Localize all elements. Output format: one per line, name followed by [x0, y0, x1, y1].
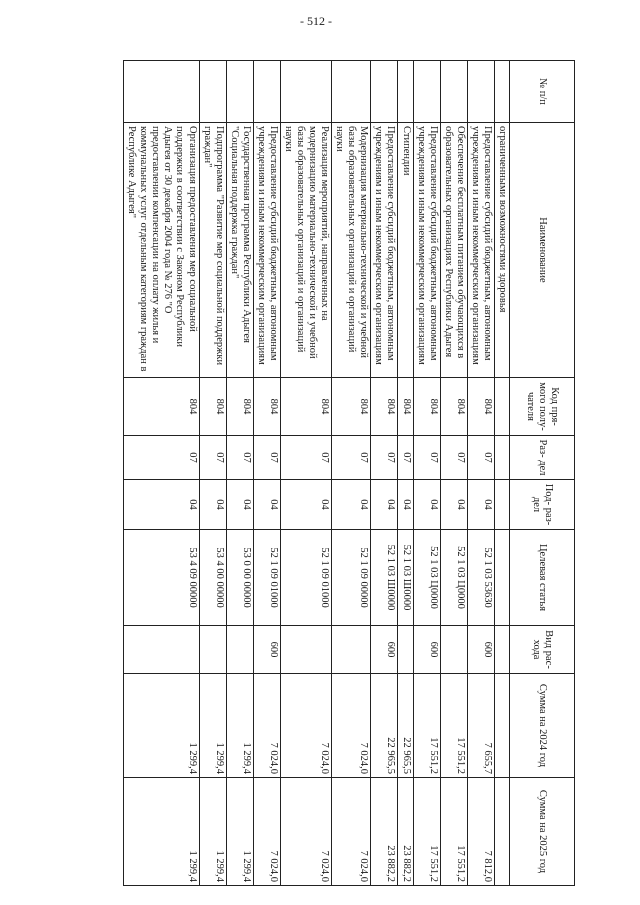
row-vr: 600: [253, 626, 280, 674]
row-sum-2025: 7 024,0: [253, 778, 280, 886]
row-code: 804: [124, 378, 199, 436]
row-podrazdel: 04: [199, 480, 226, 530]
row-sum-2025: 1 299,4: [199, 778, 226, 886]
row-razdel: 07: [398, 436, 413, 480]
header-podrazdel: Под- раз- дел: [510, 480, 575, 530]
row-sum-2025: 7 024,0: [332, 778, 371, 886]
row-sum-2024: 22 965,5: [398, 674, 413, 778]
table-row: [494, 61, 509, 886]
row-code: 804: [413, 378, 440, 436]
row-number: [467, 61, 494, 123]
row-podrazdel: 04: [226, 480, 253, 530]
row-name: Подпрограмма "Развитие мер социальной поддержки граждан": [199, 123, 226, 378]
row-razdel: 07: [413, 436, 440, 480]
row-podrazdel: 04: [467, 480, 494, 530]
row-vr: 600: [371, 626, 398, 674]
row-name: Стипендии: [398, 123, 413, 378]
row-razdel: 07: [440, 436, 467, 480]
row-number: [494, 61, 509, 123]
row-podrazdel: 04: [280, 480, 331, 530]
row-sum-2025: 23 882,2: [371, 778, 398, 886]
row-razdel: 07: [199, 436, 226, 480]
row-number: [413, 61, 440, 123]
header-code: Код пря- мого полу- чателя: [510, 378, 575, 436]
rotated-table-container: [60, 60, 575, 885]
row-csr: [494, 530, 509, 626]
row-sum-2024: 7 024,0: [332, 674, 371, 778]
row-vr: [440, 626, 467, 674]
row-razdel: 07: [371, 436, 398, 480]
row-podrazdel: 04: [413, 480, 440, 530]
row-razdel: 07: [253, 436, 280, 480]
table-body: [124, 61, 510, 886]
row-vr: [332, 626, 371, 674]
budget-table: [123, 60, 575, 886]
row-sum-2024: 7 024,0: [280, 674, 331, 778]
row-name: Предоставление субсидий бюджетным, автономным учреждениям и иным некоммерческим организациям: [467, 123, 494, 378]
table-row: [413, 61, 440, 886]
row-razdel: 07: [332, 436, 371, 480]
row-podrazdel: 04: [440, 480, 467, 530]
table-row: [440, 61, 467, 886]
row-csr: 52 1 03 Ш0000: [398, 530, 413, 626]
row-name: Государственная программа Республики Адыгея "Социальная поддержка граждан": [226, 123, 253, 378]
row-sum-2024: 7 655,7: [467, 674, 494, 778]
row-name: Предоставление субсидий бюджетным, автономным учреждениям и иным некоммерческим организациям: [253, 123, 280, 378]
row-sum-2025: 17 551,2: [440, 778, 467, 886]
table-row: [332, 61, 371, 886]
row-podrazdel: 04: [332, 480, 371, 530]
row-name: Организация предоставления мер социальной поддержки в соответствии с Законом Республики Адыгея от 30 декабря 2004 года № 276 "О предоставлении компенсации на оплату жилья и коммунальных услуг отдельным категориям граждан в Республике Адыгея": [124, 123, 199, 378]
row-name: Предоставление субсидий бюджетным, автономным учреждениям и иным некоммерческим организациям: [413, 123, 440, 378]
row-code: 804: [398, 378, 413, 436]
row-razdel: [494, 436, 509, 480]
row-podrazdel: 04: [371, 480, 398, 530]
row-number: [199, 61, 226, 123]
row-vr: [398, 626, 413, 674]
row-code: 804: [199, 378, 226, 436]
row-vr: 600: [413, 626, 440, 674]
row-number: [280, 61, 331, 123]
header-sum-2025: Сумма на 2025 год: [510, 778, 575, 886]
header-sum-2024: Сумма на 2024 год: [510, 674, 575, 778]
row-csr: 52 1 03 Ц0000: [440, 530, 467, 626]
table-row: [253, 61, 280, 886]
row-csr: 52 1 03 53630: [467, 530, 494, 626]
header-razdel: Раз- дел: [510, 436, 575, 480]
header-no: № п/п: [510, 61, 575, 123]
row-number: [253, 61, 280, 123]
table-row: [226, 61, 253, 886]
row-code: 804: [280, 378, 331, 436]
row-code: 804: [226, 378, 253, 436]
row-csr: 53 4 09 00000: [124, 530, 199, 626]
row-vr: [280, 626, 331, 674]
row-sum-2025: 1 299,4: [124, 778, 199, 886]
row-name: Предоставление субсидий бюджетным, автономным учреждениям и иным некоммерческим организациям: [371, 123, 398, 378]
row-sum-2024: 1 299,4: [226, 674, 253, 778]
table-row: [371, 61, 398, 886]
row-number: [332, 61, 371, 123]
row-vr: 600: [467, 626, 494, 674]
row-sum-2024: 1 299,4: [124, 674, 199, 778]
header-name: Наименование: [510, 123, 575, 378]
row-sum-2025: 17 551,2: [413, 778, 440, 886]
row-code: [494, 378, 509, 436]
row-number: [371, 61, 398, 123]
row-number: [226, 61, 253, 123]
row-razdel: 07: [280, 436, 331, 480]
row-code: 804: [332, 378, 371, 436]
row-csr: 52 1 03 Ш0000: [371, 530, 398, 626]
row-code: 804: [467, 378, 494, 436]
row-sum-2024: 22 965,5: [371, 674, 398, 778]
row-name: Реализация мероприятий, направленных на модернизацию материально-технической и учебной базы образовательных организаций и организаций науки: [280, 123, 331, 378]
row-vr: [199, 626, 226, 674]
row-name: Модернизация материально-технической и учебной базы образовательных организаций и организаций науки: [332, 123, 371, 378]
row-name: ограниченными возможностями здоровья: [494, 123, 509, 378]
row-number: [440, 61, 467, 123]
row-csr: 52 1 09 01000: [253, 530, 280, 626]
row-number: [124, 61, 199, 123]
row-csr: 52 1 09 01000: [280, 530, 331, 626]
row-code: 804: [440, 378, 467, 436]
table-row: [124, 61, 199, 886]
row-csr: 52 1 09 00000: [332, 530, 371, 626]
table-row: [280, 61, 331, 886]
row-code: 804: [371, 378, 398, 436]
row-vr: [226, 626, 253, 674]
row-vr: [124, 626, 199, 674]
row-sum-2024: 17 551,2: [440, 674, 467, 778]
row-sum-2025: 7 812,0: [467, 778, 494, 886]
row-sum-2024: 17 551,2: [413, 674, 440, 778]
row-vr: [494, 626, 509, 674]
row-csr: 52 1 03 Ц0000: [413, 530, 440, 626]
row-sum-2025: 7 024,0: [280, 778, 331, 886]
row-csr: 53 4 00 00000: [199, 530, 226, 626]
row-name: Обеспечение бесплатным питанием обучающихся в образовательных организациях Республики Адыгея: [440, 123, 467, 378]
row-podrazdel: 04: [253, 480, 280, 530]
row-sum-2024: 7 024,0: [253, 674, 280, 778]
table-row: [199, 61, 226, 886]
row-sum-2024: [494, 674, 509, 778]
row-sum-2024: 1 299,4: [199, 674, 226, 778]
row-csr: 53 0 00 00000: [226, 530, 253, 626]
row-sum-2025: 1 299,4: [226, 778, 253, 886]
row-razdel: 07: [467, 436, 494, 480]
row-sum-2025: 23 882,2: [398, 778, 413, 886]
row-podrazdel: 04: [124, 480, 199, 530]
row-code: 804: [253, 378, 280, 436]
row-podrazdel: 04: [398, 480, 413, 530]
table-row: [398, 61, 413, 886]
table-header-row: [510, 61, 575, 886]
row-sum-2025: [494, 778, 509, 886]
page-number: - 512 -: [300, 14, 332, 28]
row-razdel: 07: [226, 436, 253, 480]
header-vr: Вид рас- хода: [510, 626, 575, 674]
row-podrazdel: [494, 480, 509, 530]
row-number: [398, 61, 413, 123]
table-row: [467, 61, 494, 886]
header-csr: Целевая статья: [510, 530, 575, 626]
row-razdel: 07: [124, 436, 199, 480]
